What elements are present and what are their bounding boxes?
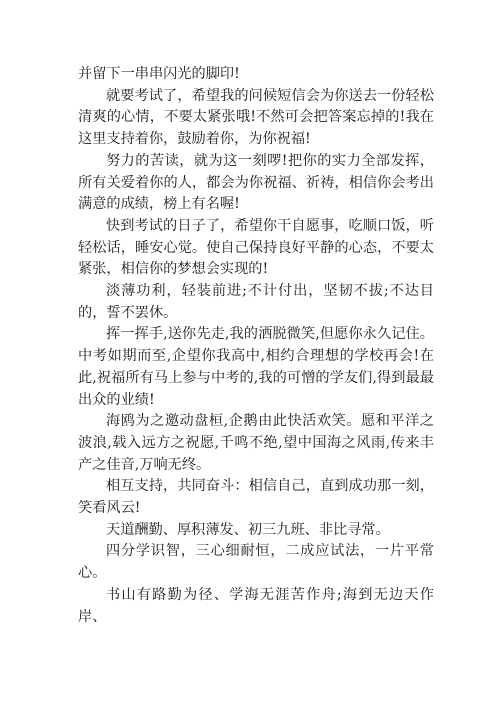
paragraph-1: 并留下一串串闪光的脚印! <box>78 66 240 82</box>
paragraph-8: 相互支持，共同奋斗：相信自己，直到成功那一刻，笑看风云! <box>78 478 434 517</box>
paragraph-6: 挥一挥手,送你先走,我的洒脱微笑,但愿你永久记住。中考如期而至,企望你我高中,相约合理想的学校再会!在此,祝福所有马上参与中考的,我的可憎的学友们,得到最最出众的业绩! <box>78 326 434 408</box>
paragraph-10: 四分学识智，三心细耐恒，二成应试法，一片平常心。 <box>78 543 434 582</box>
paragraph-4: 快到考试的日子了，希望你干自愿事，吃顺口饭，听轻松话，睡安心觉。使自己保持良好平静的心态，不要太紧张，相信你的梦想会实现的! <box>78 217 434 278</box>
paragraph-2: 就要考试了，希望我的问候短信会为你送去一份轻松清爽的心情，不要太紧张哦!不然可会把答案忘掉的!我在这里支持着你，鼓励着你，为你祝福! <box>78 87 434 148</box>
paragraph-3: 努力的苦读，就为这一刻啰!把你的实力全部发挥，所有关爱着你的人，都会为你祝福、祈祷，相信你会考出满意的成绩，榜上有名喔! <box>78 152 434 213</box>
paragraph-9: 天道酬勤、厚积薄发、初三九班、非比寻常。 <box>106 521 390 538</box>
paragraph-11: 书山有路勤为径、学海无涯苦作舟;海到无边天作岸、 <box>78 586 434 625</box>
paragraph-5: 淡薄功利，轻装前进;不计付出，坚韧不拔;不达目的，誓不罢休。 <box>78 283 434 321</box>
document-body <box>78 64 434 628</box>
paragraph-7: 海鸥为之邀动盘桓,企鹅由此快活欢笑。愿和平洋之波浪,载入远方之祝愿,千鸣不绝,望中国海之风雨,传来丰产之佳音,万响无终。 <box>78 413 434 473</box>
